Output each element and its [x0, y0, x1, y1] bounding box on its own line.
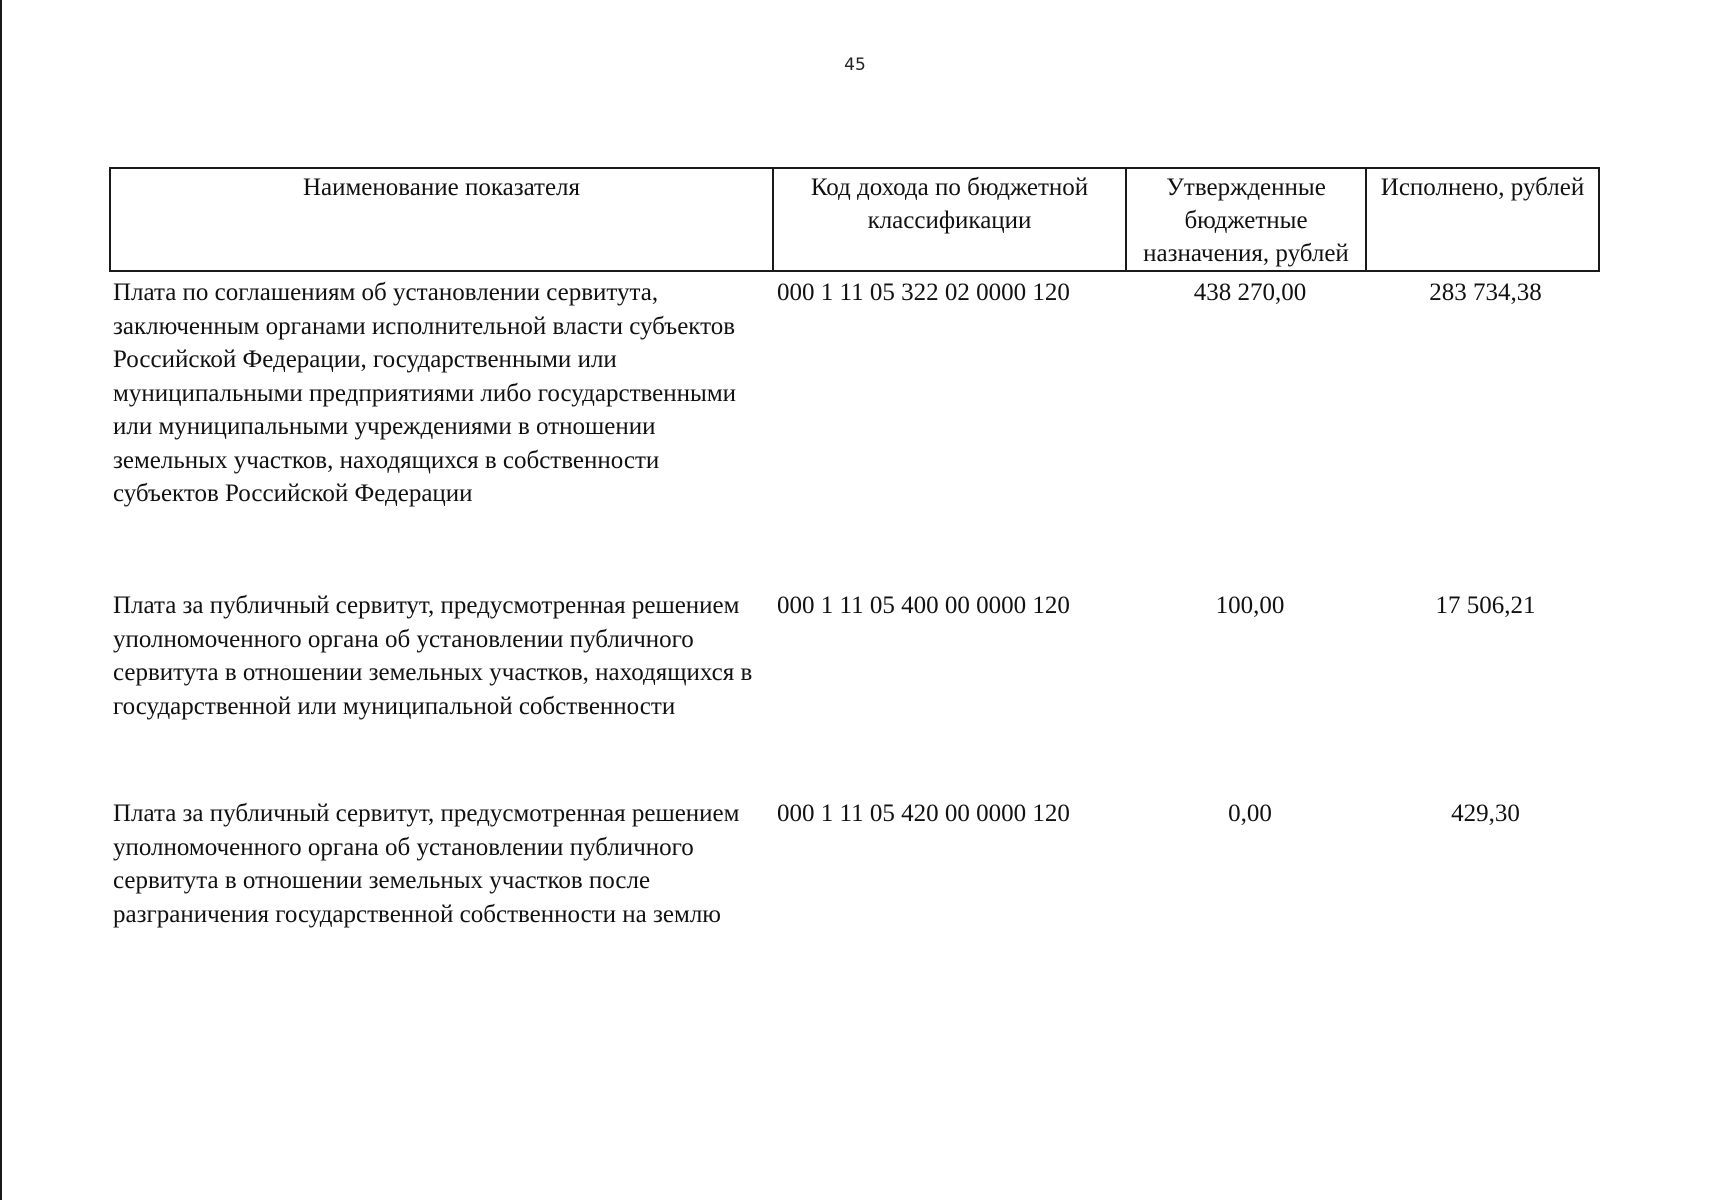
header-row	[110, 168, 1599, 271]
page-edge-line	[0, 0, 2, 1200]
row-income-code: 000 1 11 05 400 00 0000 120	[777, 592, 1070, 619]
row-indicator-name: Плата за публичный сервитут, предусмотренная решением уполномоченного органа об установлении публичного сервитута в отношении земельных участков, находящихся в государственной или муниципальной собственности	[113, 592, 753, 720]
row-executed-amount: 283 734,38	[1429, 279, 1542, 306]
page-number: 45	[844, 55, 866, 75]
row-approved-amount: 0,00	[1228, 800, 1272, 827]
row-income-code: 000 1 11 05 420 00 0000 120	[777, 800, 1070, 827]
row-indicator-name: Плата по соглашениям об установлении сервитута, заключенным органами исполнительной власти субъектов Российской Федерации, государственными или муниципальными предприятиями либо государственными или муниципальными учреждениями в отношении земельных участков, находящихся в собственности субъектов Российской Федерации	[113, 279, 737, 507]
header-indicator-name: Наименование показателя	[110, 168, 773, 271]
row-indicator-name: Плата за публичный сервитут, предусмотренная решением уполномоченного органа об установлении публичного сервитута в отношении земельных участков после разграничения государственной собственности на землю	[113, 800, 740, 928]
table-header	[109, 167, 1600, 272]
header-executed: Исполнено, рублей	[1366, 168, 1599, 271]
header-approved-budget: Утвержденные бюджетные назначения, рублей	[1126, 168, 1366, 271]
row-executed-amount: 429,30	[1451, 800, 1520, 827]
row-income-code: 000 1 11 05 322 02 0000 120	[777, 279, 1070, 306]
row-executed-amount: 17 506,21	[1435, 592, 1536, 619]
row-approved-amount: 438 270,00	[1193, 279, 1307, 306]
header-income-code: Код дохода по бюджетной классификации	[773, 168, 1126, 271]
row-approved-amount: 100,00	[1215, 592, 1285, 619]
